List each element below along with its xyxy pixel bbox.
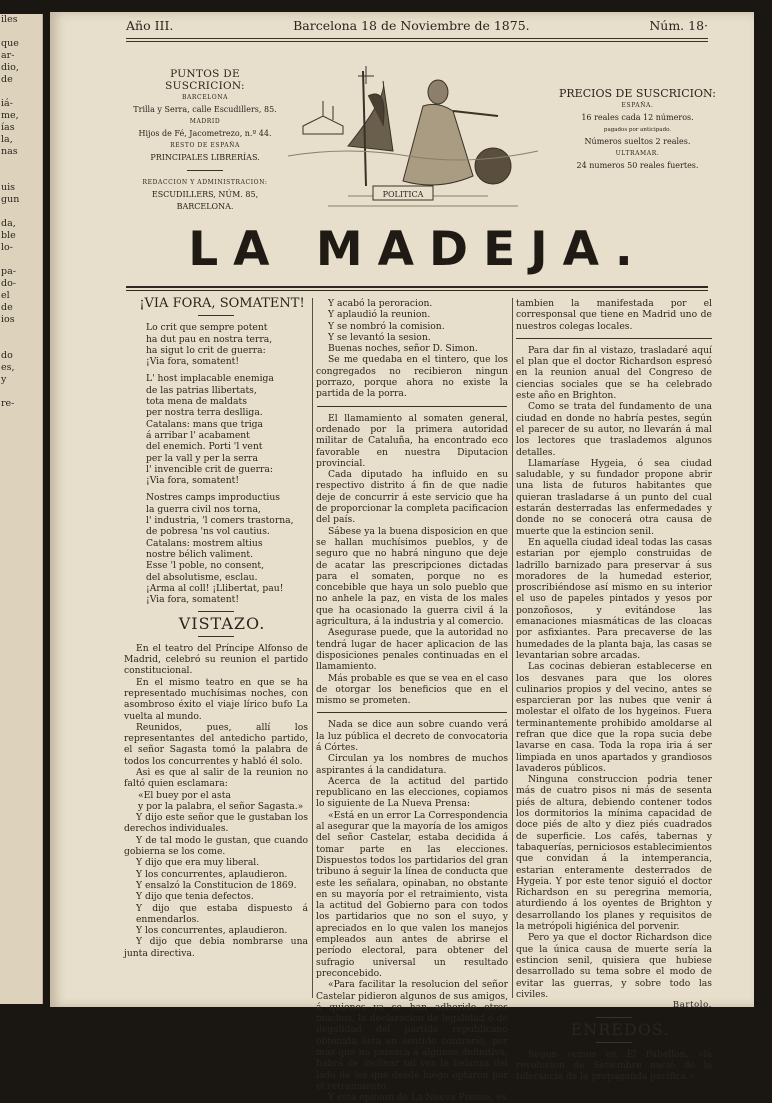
previous-page-fragment: que bbox=[1, 38, 19, 49]
text-line: Y dijo que estaba dispuesto á enmendarlos. bbox=[136, 902, 308, 925]
previous-page-fragment: do bbox=[1, 350, 13, 361]
text-line: «El buey por el asta bbox=[138, 789, 231, 801]
paragraph: Cada diputado ha influido en su respectivo distrito á fin de que nadie deje de concurrir á este servicio que ha de proporcionar la completa pacificacion del país. bbox=[316, 469, 508, 526]
previous-page-fragment bbox=[0, 326, 42, 338]
prices-title: PRECIOS DE SUSCRICION: bbox=[559, 87, 716, 100]
paragraph: Segun vemos en El Pabellon, «la revolucion de Setiembre nació de la tolerancia de la propaganda pacífica.» bbox=[516, 1048, 712, 1083]
divider bbox=[516, 338, 712, 339]
paragraph: En aquella ciudad ideal todas las casas estarian por ejemplo construidas de ladrillo barnizado para preservar á sus moradores de la humedad esterior, proscribiéndose así mismo en su interior el uso de papeles pintados y yesos por ponzoñosos, y evitándose las emanaciones miasmáticas de las cloacas por asfixiantes. Para precaverse de las humedades de la planta baja, las casas se levantarian sobre arcadas. bbox=[516, 536, 712, 661]
previous-page-fragment bbox=[0, 386, 42, 398]
signature: Bartolo. bbox=[672, 1000, 712, 1011]
previous-page-fragment: lo- bbox=[1, 242, 13, 253]
newspaper-page bbox=[50, 12, 754, 1103]
previous-page-fragment: el bbox=[1, 290, 10, 301]
subscription-title: PUNTOS DE SUSCRICION: bbox=[165, 68, 245, 92]
text-line: Nostres camps improductius bbox=[146, 492, 280, 504]
text-line: ha dut pau en nostra terra, bbox=[146, 333, 273, 345]
masthead-title: LA MADEJA. bbox=[188, 222, 648, 277]
text-line: del absolutisme, esclau. bbox=[146, 571, 258, 583]
divider bbox=[198, 315, 234, 316]
text-line: Esse 'l poble, no consent, bbox=[146, 560, 265, 572]
previous-page-fragment: da, bbox=[1, 218, 16, 229]
poem-stanza bbox=[146, 322, 308, 367]
previous-page-fragment: re- bbox=[1, 398, 15, 409]
loose-issue-price: Números sueltos 2 reales. bbox=[584, 137, 691, 146]
text-line: ha sigut lo crit de guerra: bbox=[146, 344, 266, 356]
paragraph: Pero ya que el doctor Richardson dice que la única causa de muerte sería la estincion senil, quisiera que hubiese desarrollado su tema sobre el modo de evitar las guerras, y sobre todo las civiles. bbox=[516, 932, 712, 1000]
previous-page-fragment bbox=[0, 254, 42, 266]
section-title-enredos: ENREDOS. bbox=[570, 1020, 670, 1040]
fasces-icon bbox=[348, 81, 393, 151]
previous-page-fragment bbox=[0, 86, 42, 98]
previous-page-fragment: es, bbox=[1, 362, 15, 373]
column-2 bbox=[316, 298, 508, 1103]
previous-page-fragment: de bbox=[1, 302, 13, 313]
text-line: Y dijo que era muy liberal. bbox=[136, 857, 260, 869]
text-line: Y ensalzó la Constitucion de 1869. bbox=[136, 879, 297, 891]
text-line: del enemich. Porti 'l vent bbox=[146, 441, 263, 453]
text-line: Y los concurrentes, aplaudieron. bbox=[136, 925, 288, 937]
paragraph: Sábese ya la buena disposicion en que se hallan muchísimos pueblos, y de seguro que no habrá ninguno que deje de acatar las prescripciones dictadas para el somaten, porque no es concebible que haya un solo pueblo que no anhele la paz, en vista de los males que ha ocasionado la guerra civil á la agricultura, á la industria y al comercio. bbox=[316, 525, 508, 628]
paid-note: pagados por anticipado. bbox=[603, 127, 672, 133]
paragraph: «Está en un error La Correspondencia al asegurar que la mayoría de los amigos del señor Castelar, estaba decidida á tomar parte en las elecciones. Dispuestos todos los partidarios del gran tribuno á seguir la línea de conducta que este les señalara, opinaban, no obstante en su mayoría por el retraimiento, vista la actitud del Gobierno para con todos los partidarios que no son el suyo, y apreciados en lo que valen los manejos empleados aun antes de abrirse el período electoral, para obtener del sufragio universal un resultado preconcebido. bbox=[316, 809, 508, 979]
paragraph: Reunidos, pues, allí los representantes del antedicho partido, el señor Sagasta tomó la palabra de todos los concurrentes y habló él solo. bbox=[124, 721, 308, 767]
previous-page-fragment: do- bbox=[1, 278, 17, 289]
text-line: ¡Arma al coll! ¡Llibertat, pau! bbox=[146, 582, 284, 594]
paragraph: Asi es que al salir de la reunion no faltó quien esclamara: bbox=[124, 766, 308, 790]
divider bbox=[317, 406, 507, 407]
text-line: L' host implacable enemiga bbox=[146, 373, 274, 385]
issue-number: Núm. 18· bbox=[649, 17, 708, 33]
text-line: de las patrias llibertats, bbox=[146, 384, 257, 396]
text-line: ¡Via fora, somatent! bbox=[146, 356, 240, 368]
paragraph: Y dijo que debia nombrarse una junta directiva. bbox=[124, 936, 308, 959]
column-separator bbox=[512, 298, 513, 998]
rest-address: PRINCIPALES LIBRERÍAS. bbox=[150, 153, 260, 162]
admin-address: ESCUDILLERS, NÚM. 85, BARCELONA. bbox=[151, 190, 259, 211]
divider bbox=[187, 170, 223, 171]
paragraph: Y de tal modo le gustan, que cuando gobierna se los come. bbox=[124, 834, 308, 858]
previous-page-fragment: uis bbox=[1, 182, 16, 193]
previous-page-fragment: ar- bbox=[1, 50, 15, 61]
previous-page-fragment: pa- bbox=[1, 266, 16, 277]
text-line: Catalans: mans que triga bbox=[146, 418, 264, 430]
section-title-vistazo: VISTAZO. bbox=[178, 614, 266, 634]
divider bbox=[198, 636, 234, 637]
vignette-label: POLITICA bbox=[382, 190, 424, 199]
previous-page-fragment bbox=[0, 170, 42, 182]
text-line: per nostra terra deslliga. bbox=[146, 407, 263, 419]
spain-price: 16 reales cada 12 números. bbox=[581, 113, 694, 122]
paragraph: Ninguna construccion podria tener más de cuatro pisos ni más de sesenta piés de altura, debiendo contener todos los dormitorios la mínima capacidad de doce piés de alto y diez piés cuadrados de superficie. Los cafés, tabernas y tabaquerías, perniciosos establecimientos que convidan á la intemperancia, estarian enteramente desterrados de Hygeia. Y por este tenor siguió el doctor Richardson en su peregrina memoria, aturdiendo á los oyentes de Brighton y desarrollando los planes y requisitos de la metrópoli higiénica del porvenir. bbox=[516, 774, 712, 933]
lion-icon bbox=[475, 148, 511, 184]
column-separator bbox=[312, 298, 313, 998]
quote bbox=[138, 790, 308, 813]
text-line: nostre bélich valiment. bbox=[146, 548, 254, 560]
madrid-address: Hijos de Fé, Jacometrezo, n.º 44. bbox=[138, 129, 272, 138]
allegory-vignette bbox=[288, 56, 543, 216]
text-line: Y los concurrentes, aplaudieron. bbox=[136, 868, 288, 880]
overseas-label: ULTRAMAR. bbox=[615, 150, 660, 157]
figure-robe bbox=[403, 104, 473, 185]
previous-page-fragment: nas bbox=[1, 146, 18, 157]
previous-page-fragment: gun bbox=[1, 194, 20, 205]
text-line: y por la palabra, el señor Sagasta.» bbox=[138, 800, 304, 812]
line-list bbox=[136, 857, 308, 936]
previous-page-fragment bbox=[0, 206, 42, 218]
subscription-prices bbox=[550, 88, 725, 172]
subscription-points bbox=[130, 68, 280, 213]
masthead-rule bbox=[126, 286, 708, 288]
text-line: Y se levantó la sesion. bbox=[328, 331, 431, 343]
divider bbox=[198, 611, 234, 612]
paragraph: Y dijo este señor que le gustaban los derechos individuales. bbox=[124, 812, 308, 835]
text-line: per la vall y per la serra bbox=[146, 452, 258, 464]
text-line: Y acabó la peroracion. bbox=[328, 298, 433, 309]
text-line: ¡Via fora, somatent! bbox=[146, 594, 240, 606]
text-line: Y aplaudió la reunion. bbox=[328, 309, 431, 321]
text-line: Y se nombró la comision. bbox=[328, 320, 445, 332]
paragraph: Para dar fin al vistazo, trasladaré aquí el plan que el doctor Richardson espresó en la reunion anual del Congreso de ciencias sociales que se ha celebrado este año en Brighton. bbox=[516, 344, 712, 402]
previous-page-fragment: la, bbox=[1, 134, 13, 145]
text-line: á arribar l' acabament bbox=[146, 429, 250, 441]
previous-page-fragment bbox=[0, 26, 42, 38]
previous-page-edge bbox=[0, 14, 43, 1004]
poem-title: ¡VIA FORA, SOMATENT! bbox=[139, 296, 305, 311]
previous-page-fragment: dio, bbox=[1, 62, 19, 73]
text-line: Y dijo que tenia defectos. bbox=[136, 891, 254, 903]
previous-page-fragment: me, bbox=[1, 110, 19, 121]
text-line: tota mena de maldats bbox=[146, 396, 247, 408]
poem-stanza bbox=[146, 373, 308, 486]
spain-label: ESPAÑA. bbox=[621, 102, 654, 109]
paragraph: Más probable es que se vea en el caso de otorgar los beneficios que en el mismo se prometen. bbox=[316, 672, 508, 707]
admin-label: REDACCION Y ADMINISTRACION: bbox=[142, 179, 268, 186]
previous-page-fragment: iles bbox=[1, 14, 18, 25]
column-1 bbox=[124, 298, 308, 959]
column-3 bbox=[516, 298, 712, 1083]
paragraph: Se me quedaba en el tintero, que los congregados no recibieron ningun porrazo, porque ahora no existe la partida de la porra. bbox=[316, 354, 508, 400]
paragraph: tambien la manifestada por el corresponsal que tiene en Madrid uno de nuestros colegas locales. bbox=[516, 298, 712, 332]
masthead-rule-thin bbox=[126, 290, 708, 291]
text-line: la guerra civil nos torna, bbox=[146, 503, 261, 515]
text-line: Lo crit que sempre potent bbox=[146, 322, 268, 334]
paragraph: Y esta opinion de La Nueva Prensa, es bbox=[328, 1092, 507, 1103]
paragraph: Las cocinas debieran establecerse en los desvanes para que los olores culinarios propios y del vecino, antes se esparcieran por las nubes que venir á molestar el olfato de los hygeinos. Fuera terminantemente prohibido amoldarse al refran que dice que la ropa sucia debe lavarse en casa. Toda la ropa iria á ser limpiada en unos apartados y grandiosos lavaderos públicos. bbox=[516, 661, 712, 774]
paragraph: Acerca de la actitud del partido republicano en las elecciones, copiamos lo siguiente de La Nueva Prensa: bbox=[316, 775, 508, 810]
paragraph: Asegurase puede, que la autoridad no tendrá lugar de hacer aplicacion de las disposiciones penales continuadas en el llamamiento. bbox=[316, 627, 508, 673]
line-list bbox=[328, 298, 508, 354]
text-line: Catalans: mostrem altius bbox=[146, 537, 263, 549]
paragraph: Nada se dice aun sobre cuando verá la luz pública el decreto de convocatoria á Córtes. bbox=[316, 719, 508, 753]
rest-label: RESTO DE ESPAÑA bbox=[170, 142, 240, 149]
issue-year: Año III. bbox=[126, 17, 174, 33]
header-rule bbox=[126, 41, 708, 42]
madrid-label: MADRID bbox=[189, 118, 221, 125]
text-line: Buenas noches, señor D. Simon. bbox=[328, 343, 478, 355]
previous-page-fragment: ías bbox=[1, 122, 15, 133]
figure-head bbox=[428, 80, 448, 104]
paragraph: El llamamiento al somaten general, ordenado por la primera autoridad militar de Cataluña, ha encontrado eco favorable en nuestra Diputacion provincial. bbox=[316, 412, 508, 469]
paragraph: Circulan ya los nombres de muchos aspirantes á la candidatura. bbox=[316, 753, 508, 776]
previous-page-fragment: ble bbox=[1, 230, 16, 241]
paragraph: Llamaríase Hygeia, ó sea ciudad saludable, y su fundador propone abrir una lista de futuros habitantes que quieran trasladarse á un punto del cual estarán desterradas las enfermedades y donde no se conocerá otra causa de muerte que la estincion senil. bbox=[516, 457, 712, 537]
text-line: l' invencible crit de guerra: bbox=[146, 463, 273, 475]
previous-page-fragment bbox=[0, 158, 42, 170]
divider bbox=[596, 1017, 632, 1018]
paragraph: Como se trata del fundamento de una ciudad en donde no habría pestes, según el parecer de su autor, no llevarán á mal los lectores que traslademos algunos detalles. bbox=[516, 401, 712, 458]
text-line: de pobresa 'ns vol cautius. bbox=[146, 526, 270, 538]
ship-icon bbox=[303, 116, 343, 134]
issue-header bbox=[126, 12, 708, 39]
paragraph: En el teatro del Príncipe Alfonso de Madrid, celebró su reunion el partido constitucional. bbox=[124, 642, 308, 677]
previous-page-fragment: de bbox=[1, 74, 13, 85]
previous-page-fragment bbox=[0, 338, 42, 350]
paragraph: «Para facilitar la resolucion del señor Castelar pidieron algunos de sus amigos, á quienes ya se han adherido otros muchos, la declaracion de legalidad ó de ilegalidad del partido republicano obtenida ésta en sentido contrario, por más que no parezca á algunos definitiva, habrá de inclinar tal vez la balanza del lado de los que desde luego optaron por el retraimiento. bbox=[316, 979, 508, 1092]
divider bbox=[317, 712, 507, 713]
text-line: ¡Via fora, somatent! bbox=[146, 475, 240, 487]
overseas-price: 24 numeros 50 reales fuertes. bbox=[576, 161, 699, 170]
paragraph: En el mismo teatro en que se ha representado muchísimas noches, con asombroso éxito el viaje lírico bufo La vuelta al mundo. bbox=[124, 676, 308, 722]
barcelona-label: BARCELONA bbox=[181, 94, 229, 101]
previous-page-fragment: iá- bbox=[1, 98, 13, 109]
issue-date: Barcelona 18 de Noviembre de 1875. bbox=[293, 17, 530, 33]
barcelona-address: Trilla y Serra, calle Escudillers, 85. bbox=[133, 105, 277, 114]
text-line: l' industria, 'l comers trastorna, bbox=[146, 515, 294, 527]
previous-page-fragment: y bbox=[1, 374, 7, 385]
divider bbox=[596, 1042, 632, 1043]
previous-page-fragment: ios bbox=[1, 314, 15, 325]
poem-stanza bbox=[146, 492, 308, 605]
